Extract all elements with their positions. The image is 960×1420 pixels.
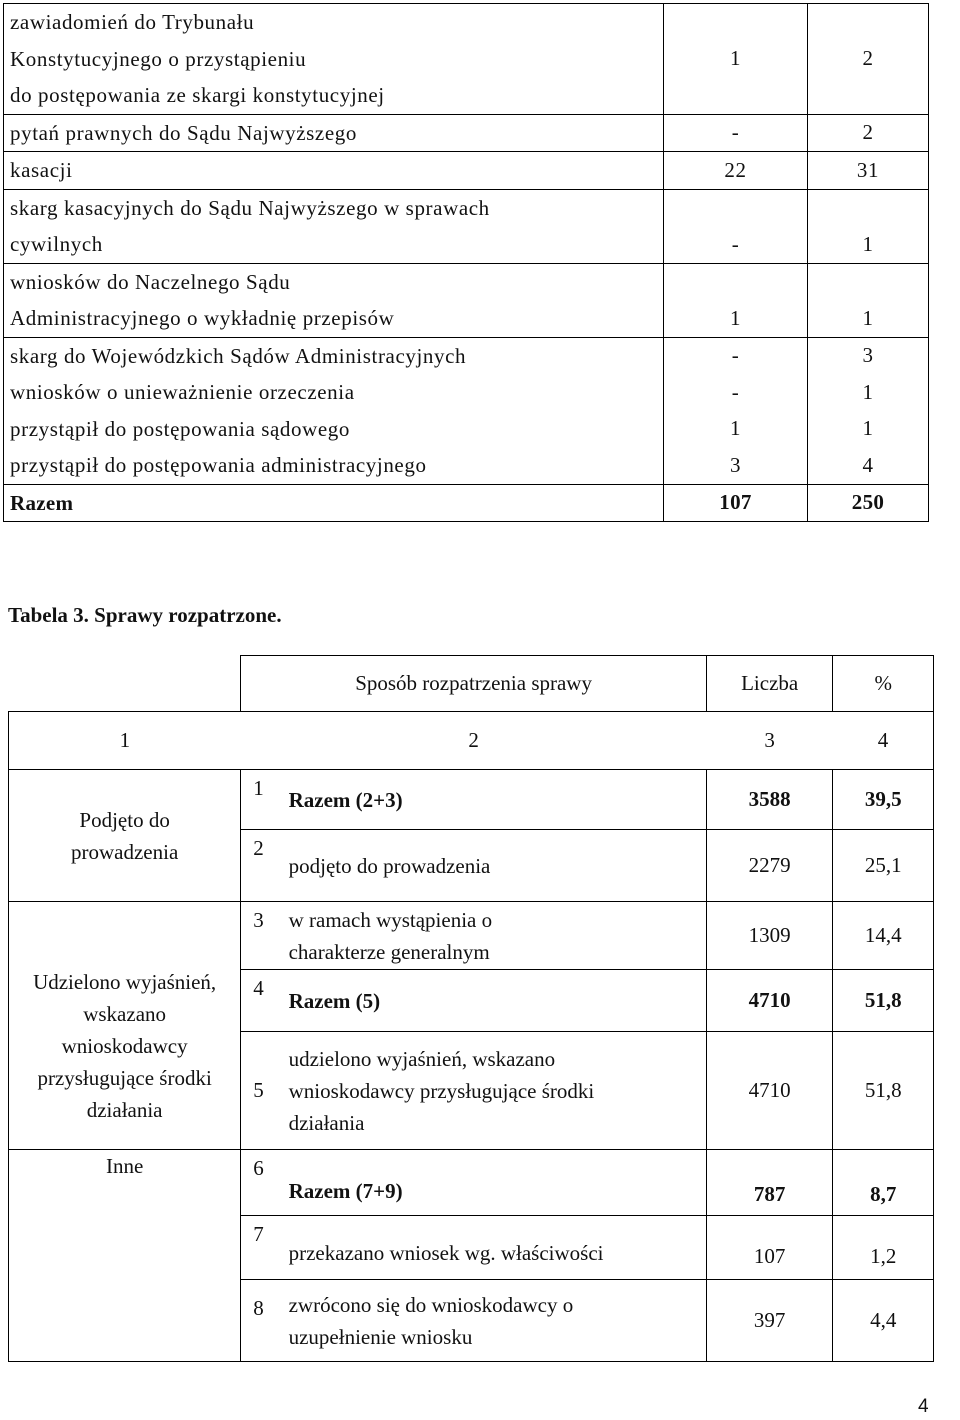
value-cell: 31 <box>808 152 929 190</box>
header-liczba: Liczba <box>706 656 833 712</box>
value-cell: 1 <box>808 263 929 337</box>
value-cell: 1 <box>664 411 808 448</box>
table-row <box>9 1150 934 1216</box>
row-proc: 8,7 <box>833 1150 934 1216</box>
label-line: wniosków do Naczelnego Sądu <box>10 269 291 294</box>
group-label-line: wskazano <box>83 1001 167 1026</box>
row-liczba: 2279 <box>706 830 833 902</box>
value-cell: 3 <box>808 337 929 374</box>
group-label-inne: Inne <box>9 1150 241 1362</box>
row-liczba: 3588 <box>706 770 833 830</box>
row-label: skarg do Wojewódzkich Sądów Administracyjnych <box>4 337 664 374</box>
value-cell: 1 <box>808 411 929 448</box>
group-label-line: Podjęto do <box>79 807 170 832</box>
table-row <box>4 447 929 484</box>
value-cell: 22 <box>664 152 808 190</box>
row-description: zwrócono się do wnioskodawcy o uzupełnienie wniosku <box>283 1280 707 1362</box>
row-label <box>4 4 664 115</box>
row-description: podjęto do prowadzenia <box>283 830 707 902</box>
label-line: do postępowania ze skargi konstytucyjnej <box>10 83 385 107</box>
row-label: Razem <box>4 484 664 522</box>
row-label: wniosków o unieważnienie orzeczenia <box>4 374 664 411</box>
label-line: Administracyjnego o wykładnię przepisów <box>10 306 395 330</box>
row-description: Razem (2+3) <box>283 770 707 830</box>
value-cell: 4 <box>808 447 929 484</box>
row-liczba: 107 <box>706 1216 833 1280</box>
row-liczba: 397 <box>706 1280 833 1362</box>
row-number: 5 <box>241 1032 283 1150</box>
value-cell: 3 <box>664 447 808 484</box>
row-label <box>4 189 664 263</box>
row-description: w ramach wystąpienia o charakterze generalnym <box>283 902 707 970</box>
row-number: 3 <box>241 902 283 970</box>
row-proc: 51,8 <box>833 970 934 1032</box>
value-cell: 1 <box>664 263 808 337</box>
row-proc: 25,1 <box>833 830 934 902</box>
column-number-row <box>9 712 934 770</box>
table-row <box>4 263 929 337</box>
col-number: 2 <box>241 712 707 770</box>
header-proc: % <box>833 656 934 712</box>
value-cell: 2 <box>808 114 929 152</box>
row-number: 8 <box>241 1280 283 1362</box>
table-row <box>4 152 929 190</box>
cases-table <box>8 655 934 1362</box>
table-row <box>4 189 929 263</box>
page-number: 4 <box>918 1396 929 1417</box>
table-caption: Tabela 3. Sprawy rozpatrzone. <box>8 603 282 627</box>
table-row <box>4 4 929 115</box>
row-description: przekazano wniosek wg. właściwości <box>283 1216 707 1280</box>
header-row <box>9 656 934 712</box>
group-label-line: prowadzenia <box>70 839 179 864</box>
value-cell: 1 <box>808 374 929 411</box>
value-cell: - <box>664 114 808 152</box>
col-number: 1 <box>9 712 241 770</box>
col-number: 4 <box>833 712 934 770</box>
group-label-line: przysługujące środki <box>37 1065 212 1090</box>
row-proc: 1,2 <box>833 1216 934 1280</box>
row-proc: 51,8 <box>833 1032 934 1150</box>
value-cell: 1 <box>808 189 929 263</box>
table-row <box>4 337 929 374</box>
table-row <box>9 902 934 970</box>
row-description: udzielono wyjaśnień, wskazano wnioskodawcy przysługujące środki działania <box>283 1032 707 1150</box>
value-cell: 1 <box>664 4 808 115</box>
row-liczba: 787 <box>706 1150 833 1216</box>
row-proc: 39,5 <box>833 770 934 830</box>
row-proc: 4,4 <box>833 1280 934 1362</box>
group-label-line: działania <box>86 1097 163 1122</box>
row-number: 1 <box>241 770 283 830</box>
row-liczba: 1309 <box>706 902 833 970</box>
label-line: cywilnych <box>10 232 103 256</box>
row-label: pytań prawnych do Sądu Najwyższego <box>4 114 664 152</box>
row-description: Razem (5) <box>283 970 707 1032</box>
table-row <box>4 374 929 411</box>
col-number: 3 <box>706 712 833 770</box>
group-label-udzielono <box>9 902 241 1150</box>
empty-cell <box>9 656 241 712</box>
row-number: 4 <box>241 970 283 1032</box>
value-cell: 250 <box>808 484 929 522</box>
value-cell: 107 <box>664 484 808 522</box>
label-line: Konstytucyjnego o przystąpieniu <box>10 46 307 71</box>
row-proc: 14,4 <box>833 902 934 970</box>
label-line: skarg kasacyjnych do Sądu Najwyższego w sprawach <box>10 195 490 220</box>
table-row <box>9 770 934 830</box>
row-label <box>4 263 664 337</box>
group-label-podjeto <box>9 770 241 902</box>
table-row <box>4 411 929 448</box>
label-line: zawiadomień do Trybunału <box>10 10 255 34</box>
row-number: 2 <box>241 830 283 902</box>
value-cell: - <box>664 189 808 263</box>
value-cell: - <box>664 337 808 374</box>
group-label-line: wnioskodawcy <box>61 1033 188 1058</box>
value-cell: - <box>664 374 808 411</box>
row-description: Razem (7+9) <box>283 1150 707 1216</box>
total-row <box>4 484 929 522</box>
row-liczba: 4710 <box>706 970 833 1032</box>
row-number: 6 <box>241 1150 283 1216</box>
group-label-line: Udzielono wyjaśnień, <box>33 969 217 994</box>
table-row <box>4 114 929 152</box>
value-cell: 2 <box>808 4 929 115</box>
header-sposob: Sposób rozpatrzenia sprawy <box>241 656 707 712</box>
row-number: 7 <box>241 1216 283 1280</box>
row-label: kasacji <box>4 152 664 190</box>
row-liczba: 4710 <box>706 1032 833 1150</box>
row-label: przystąpił do postępowania administracyjnego <box>4 447 664 484</box>
complaints-table <box>3 3 929 522</box>
row-label: przystąpił do postępowania sądowego <box>4 411 664 448</box>
